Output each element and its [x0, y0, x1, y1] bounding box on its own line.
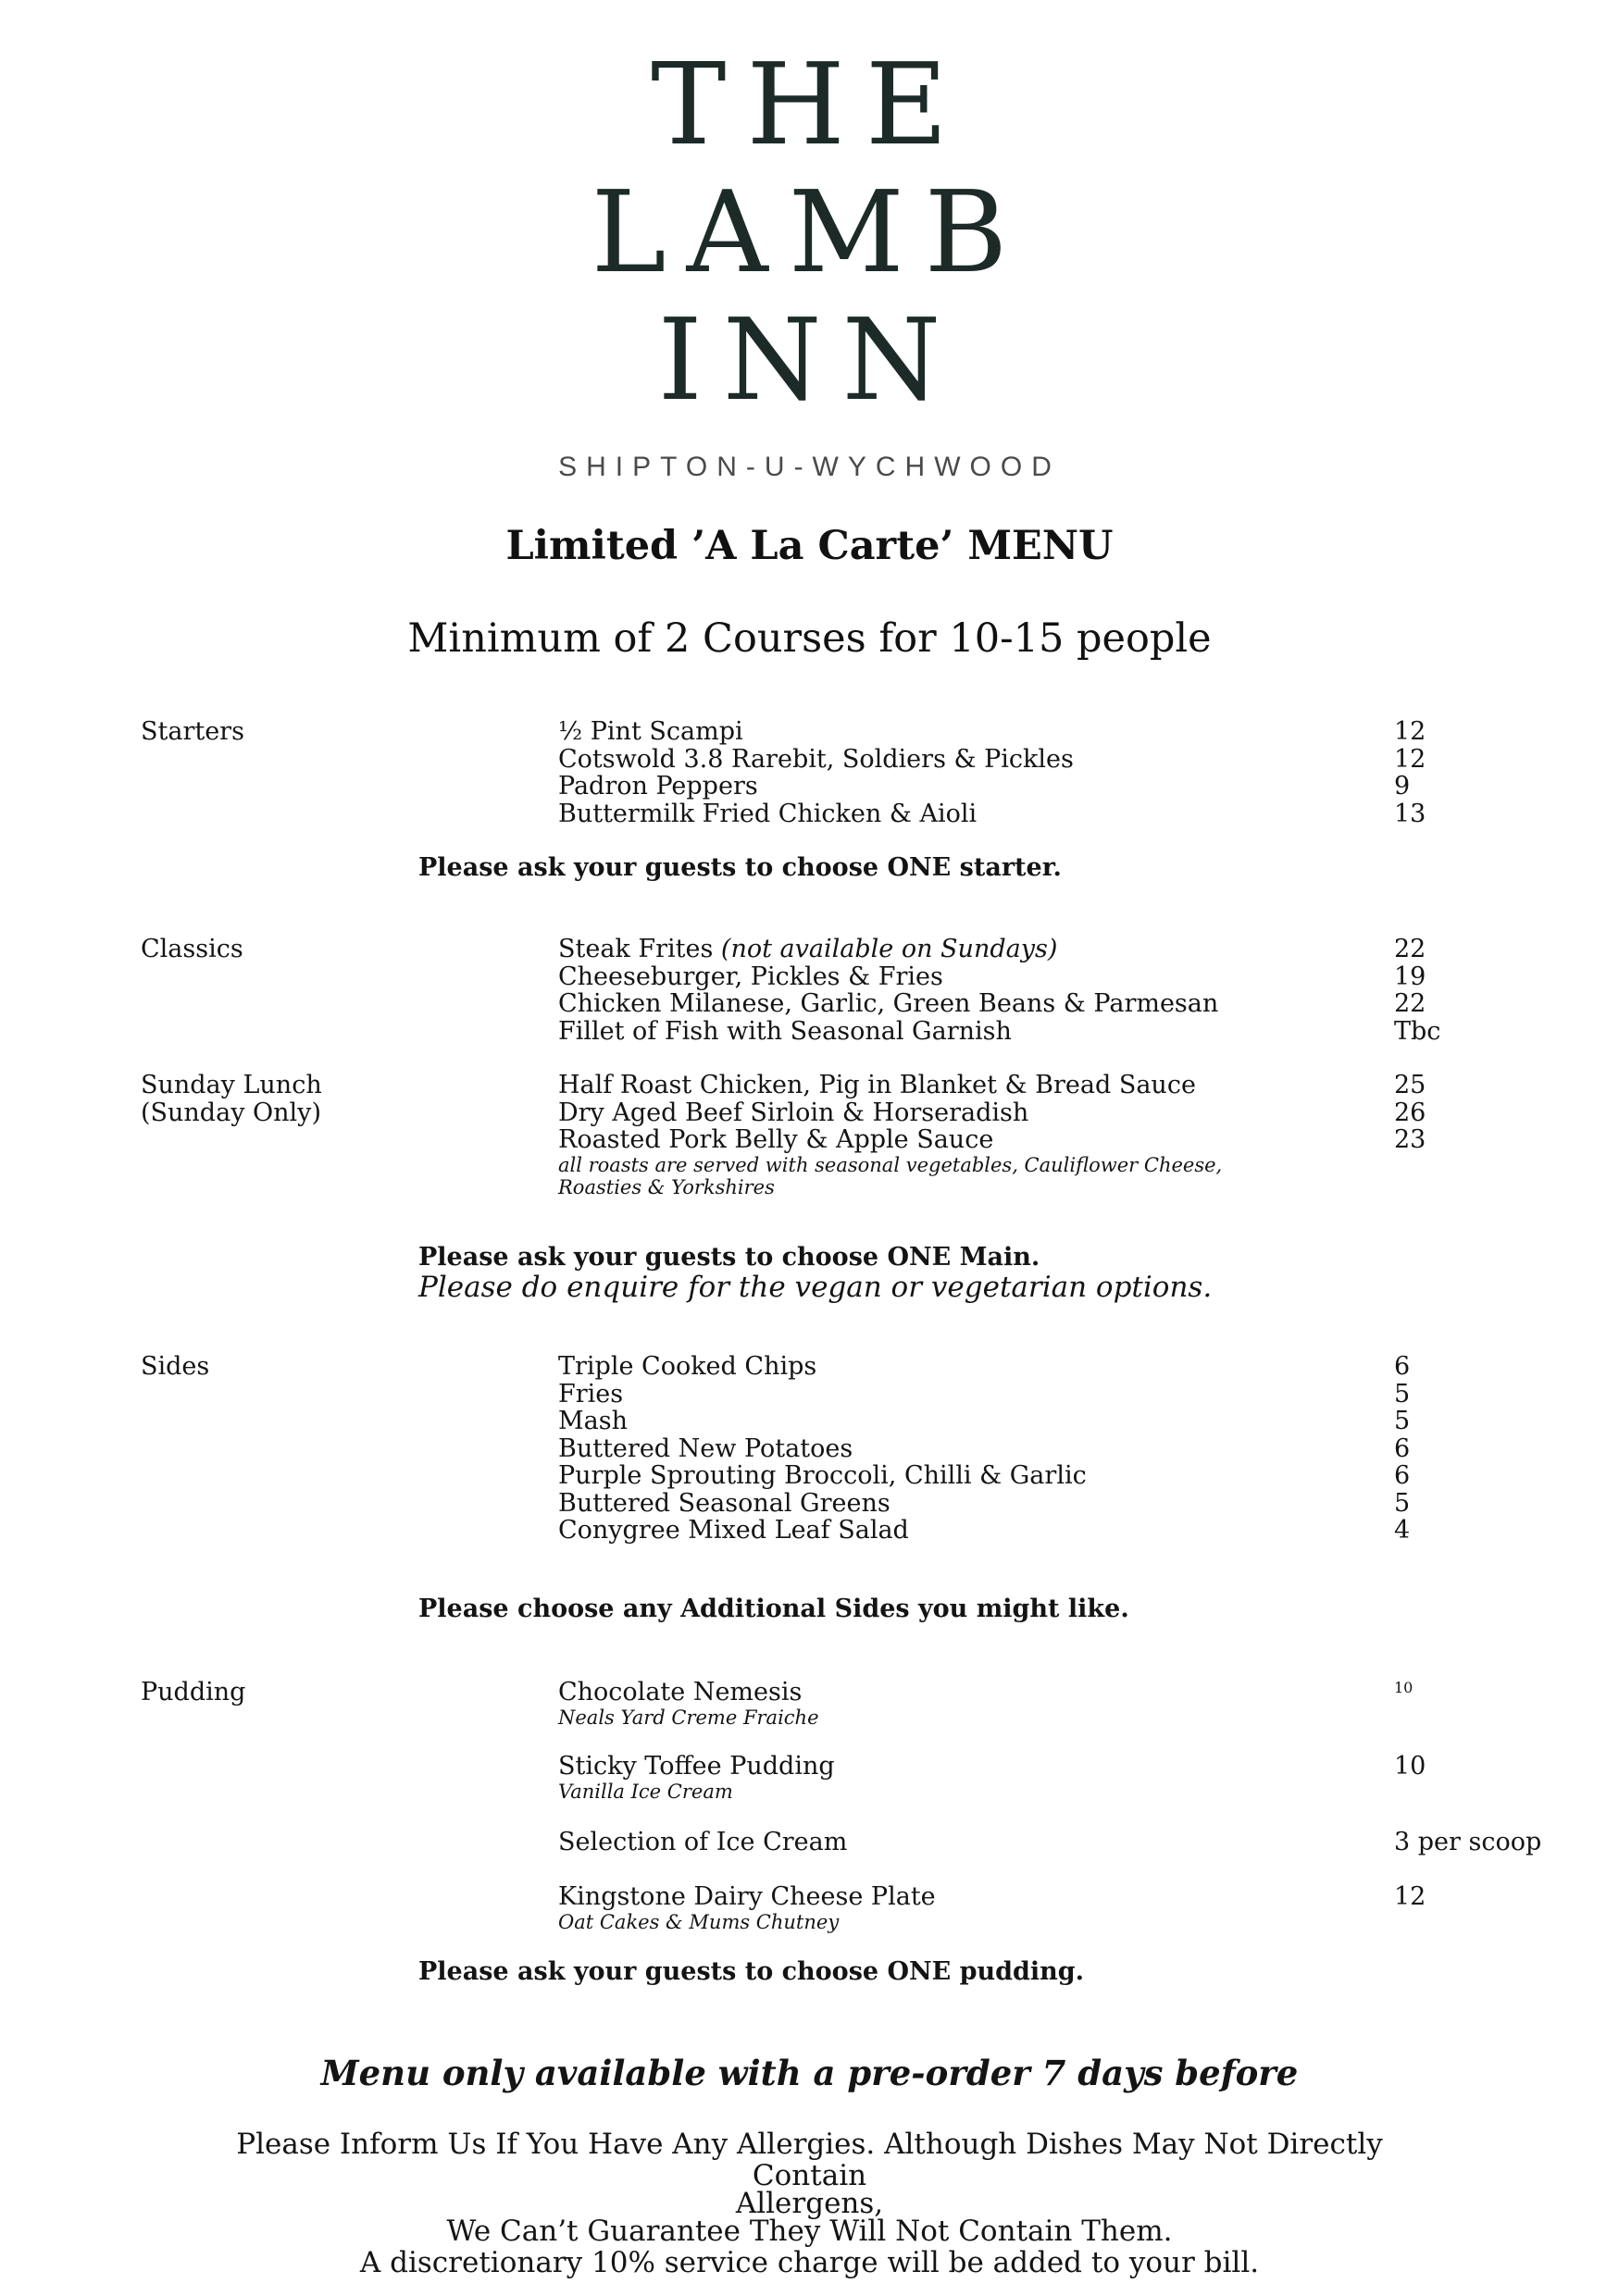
- section-label-classics: Classics: [141, 935, 243, 963]
- menu-item: Padron Peppers: [558, 772, 758, 800]
- pudding-item: [558, 1829, 1391, 1856]
- item-price: 25: [1394, 1071, 1426, 1099]
- sides-items: [558, 1353, 1391, 1545]
- starters-items: [558, 718, 1391, 827]
- item-price: 12: [1394, 1882, 1426, 1911]
- item-accompaniment: Neals Yard Creme Fraiche: [558, 1706, 819, 1729]
- menu-item: Half Roast Chicken, Pig in Blanket & Bread Sauce: [558, 1071, 1196, 1099]
- item-price: 23: [1394, 1125, 1426, 1154]
- section-label-sides: Sides: [141, 1352, 210, 1381]
- item-accompaniment: Oat Cakes & Mums Chutney: [558, 1910, 840, 1933]
- item-price: 12: [1394, 744, 1426, 774]
- section-label-sunday: [141, 1072, 322, 1127]
- menu-item: Purple Sprouting Broccoli, Chilli & Garlic: [558, 1461, 1087, 1490]
- menu-item: Chicken Milanese, Garlic, Green Beans & Parmesan: [558, 989, 1219, 1018]
- starters-note: Please ask your guests to choose ONE starter.: [418, 853, 1062, 882]
- starters-prices: [1394, 718, 1616, 827]
- sunday-items: [558, 1072, 1391, 1198]
- item-price: 22: [1394, 989, 1426, 1018]
- logo-location: SHIPTON-U-WYCHWOOD: [558, 452, 1061, 482]
- item-name: Steak Frites: [558, 935, 714, 963]
- item-price: 6: [1394, 1352, 1411, 1381]
- menu-item: [558, 936, 1391, 963]
- menu-item: Triple Cooked Chips: [558, 1352, 817, 1381]
- menu-item: Chocolate Nemesis: [558, 1678, 803, 1706]
- logo-the: THE: [651, 39, 968, 170]
- pudding-item: [558, 1679, 1391, 1729]
- item-price: 4: [1394, 1516, 1411, 1545]
- item-accompaniment: Vanilla Ice Cream: [558, 1780, 733, 1803]
- item-price: 6: [1394, 1461, 1411, 1490]
- menu-item: Cheeseburger, Pickles & Fries: [558, 962, 943, 991]
- sunday-only-label: (Sunday Only): [141, 1098, 321, 1127]
- menu-item: ½ Pint Scampi: [558, 717, 743, 746]
- menu-title: Limited ’A La Carte’ MENU: [505, 523, 1114, 569]
- item-price: 10: [1394, 1752, 1426, 1781]
- classics-prices: [1394, 936, 1616, 1045]
- sides-prices: [1394, 1353, 1616, 1545]
- roast-description: Roasties & Yorkshires: [558, 1175, 775, 1198]
- pudding-item: [558, 1883, 1391, 1933]
- menu-subtitle: Minimum of 2 Courses for 10-15 people: [407, 615, 1212, 662]
- menu-item: Mash: [558, 1407, 628, 1435]
- preorder-notice: Menu only available with a pre-order 7 days before: [320, 2053, 1299, 2093]
- item-price: 5: [1394, 1407, 1411, 1435]
- item-price: 22: [1394, 935, 1426, 963]
- menu-item: Fillet of Fish with Seasonal Garnish: [558, 1016, 1012, 1046]
- item-price: Tbc: [1394, 1016, 1441, 1046]
- item-price: 9: [1394, 772, 1411, 800]
- classics-items: [558, 936, 1391, 1045]
- allergy-line: We Can’t Guarantee They Will Not Contain Them.: [446, 2215, 1173, 2248]
- menu-item: Buttermilk Fried Chicken & Aioli: [558, 799, 978, 828]
- menu-item: Buttered Seasonal Greens: [558, 1488, 890, 1518]
- item-price: 12: [1394, 717, 1426, 746]
- menu-item: Sticky Toffee Pudding: [558, 1752, 835, 1781]
- menu-item: Fries: [558, 1379, 624, 1409]
- menu-item: Buttered New Potatoes: [558, 1433, 853, 1463]
- sunday-prices: [1394, 1072, 1616, 1154]
- menu-item: Dry Aged Beef Sirloin & Horseradish: [558, 1098, 1029, 1127]
- menu-item: Conygree Mixed Leaf Salad: [558, 1516, 909, 1545]
- pudding-item: [558, 1753, 1391, 1803]
- section-label-pudding: Pudding: [141, 1678, 246, 1706]
- menu-item: Kingstone Dairy Cheese Plate: [558, 1882, 936, 1911]
- item-price: 19: [1394, 962, 1426, 991]
- menu-item: Cotswold 3.8 Rarebit, Soldiers & Pickles: [558, 744, 1074, 774]
- mains-note: Please ask your guests to choose ONE Main.: [418, 1243, 1040, 1272]
- sunday-label: Sunday Lunch: [141, 1071, 322, 1099]
- item-price: 5: [1394, 1488, 1411, 1518]
- section-label-starters: Starters: [141, 717, 244, 746]
- item-price: 5: [1394, 1379, 1411, 1409]
- item-price: 10: [1394, 1679, 1414, 1696]
- menu-item: Roasted Pork Belly & Apple Sauce: [558, 1125, 994, 1154]
- allergy-notice: [185, 2128, 1434, 2278]
- roast-description: all roasts are served with seasonal vegetables, Cauliflower Cheese,: [558, 1153, 1223, 1176]
- item-availability-note: (not available on Sundays): [720, 935, 1058, 963]
- allergy-line: Allergens,: [735, 2187, 884, 2220]
- allergy-line: Please Inform Us If You Have Any Allergies. Although Dishes May Not Directly Contain: [236, 2128, 1383, 2192]
- service-charge-line: A discretionary 10% service charge will be added to your bill.: [359, 2246, 1260, 2279]
- logo-inn: INN: [657, 294, 962, 426]
- item-price: 26: [1394, 1098, 1426, 1127]
- item-price: 13: [1394, 799, 1426, 828]
- menu-item: Selection of Ice Cream: [558, 1828, 848, 1856]
- vegan-note: Please do enquire for the vegan or vegetarian options.: [418, 1271, 1213, 1304]
- pudding-note: Please ask your guests to choose ONE pudding.: [418, 1957, 1085, 1986]
- logo-lamb: LAMB: [591, 167, 1028, 298]
- item-price: 6: [1394, 1433, 1411, 1463]
- item-price: 3 per scoop: [1394, 1828, 1542, 1856]
- sides-note: Please choose any Additional Sides you might like.: [418, 1595, 1129, 1623]
